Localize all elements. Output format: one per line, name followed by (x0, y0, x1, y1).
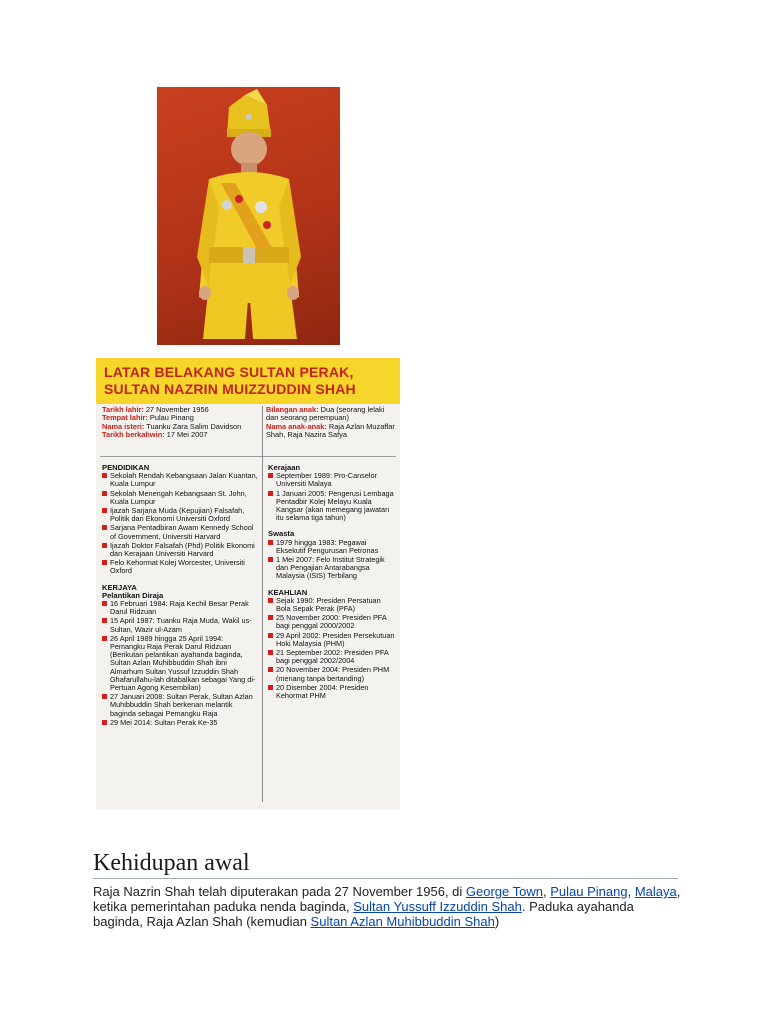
list-item: 15 April 1987: Tuanku Raja Muda, Wakil us-Sultan, Wazir ul-Azam (102, 617, 258, 633)
bio-left (102, 406, 260, 440)
list-item: 26 April 1989 hingga 25 April 1994: Pemangku Raja Perak Darul Ridzuan (Berikutan pelantikan ayahanda baginda, Sultan Azlan Muhibbuddin Shah ibni Almarhum Sultan Yussuf Izzuddin Shah Ghafarullahu-lah ditabalkan sebagai Yang di-Pertuan Agong Kesembilan) (102, 635, 258, 692)
bullet-icon (268, 598, 273, 603)
article-paragraph: Raja Nazrin Shah telah diputerakan pada 27 November 1956, di George Town, Pulau Pinang, Malaya, ketika pemerintahan paduka nenda baginda, Sultan Yussuff Izzuddin Shah. Paduka ayahanda baginda, Raja Azlan Shah (kemudian Sultan Azlan Muhibbuddin Shah) (93, 884, 681, 929)
list-item: Sejak 1990: Presiden Persatuan Bola Sepak Perak (PFA) (268, 597, 396, 613)
list-item: 21 September 2002: Presiden PFA bagi penggal 2002/2004 (268, 649, 396, 665)
link-george-town[interactable]: George Town (465, 884, 543, 899)
bullet-icon (102, 636, 107, 641)
subheading-pelantikan: Pelantikan Diraja (102, 590, 164, 600)
bullet-icon (102, 525, 107, 530)
list-item: 29 April 2002: Presiden Persekutuan Hoki Malaysia (PHM) (268, 632, 396, 648)
bullet-icon (268, 615, 273, 620)
bullet-icon (102, 694, 107, 699)
link-sultan-azlan[interactable]: Sultan Azlan Muhibbuddin Shah (310, 914, 495, 929)
list-item: 25 November 2000: Presiden PFA bagi penggal 2000/2002 (268, 614, 396, 630)
section-heading: Kehidupan awal (93, 850, 250, 876)
list-item: 20 November 2004: Presiden PHM (menang tanpa bertanding) (268, 666, 396, 682)
list-item: Ijazah Doktor Falsafah (Phd) Politik Ekonomi dan Kerajaan Universiti Harvard (102, 542, 258, 558)
list-item: 1979 hingga 1983: Pegawai Eksekutif Pengurusan Petronas (268, 539, 396, 555)
list-item: 20 Disember 2004: Presiden Kehormat PHM (268, 684, 396, 700)
portrait-photo (157, 87, 340, 345)
bullet-icon (268, 473, 273, 478)
bullet-icon (268, 633, 273, 638)
infographic-title (104, 364, 394, 398)
bullet-icon (102, 473, 107, 478)
bullet-icon (102, 720, 107, 725)
bio-row: Tempat lahir: Pulau Pinang (102, 413, 194, 423)
infographic-title-line1: LATAR BELAKANG SULTAN PERAK, (104, 364, 354, 380)
section-heading-pendidikan: PENDIDIKAN (102, 463, 150, 472)
list-item: 29 Mei 2014: Sultan Perak Ke-35 (102, 719, 258, 727)
bullet-icon (268, 557, 273, 562)
list-item: Ijazah Sarjana Muda (Kepujian) Falsafah, Politik dan Ekonomi Universiti Oxford (102, 507, 258, 523)
portrait-illustration (157, 87, 340, 345)
link-pulau-pinang[interactable]: Pulau Pinang (550, 884, 628, 899)
bio-right (266, 406, 396, 440)
bullet-icon (268, 685, 273, 690)
list-item: Sekolah Rendah Kebangsaan Jalan Kuantan, Kuala Lumpur (102, 472, 258, 488)
list-item: Felo Kehormat Kolej Worcester, Universiti Oxford (102, 559, 258, 575)
bio-row: Bilangan anak: Dua (seorang lelaki dan seorang perempuan) (266, 405, 385, 423)
bio-row: Tarikh lahir: 27 November 1956 (102, 405, 209, 414)
list-item: 16 Februari 1984: Raja Kechil Besar Perak Darul Ridzuan (102, 600, 258, 616)
section-heading-swasta: Swasta (268, 529, 295, 539)
bullet-icon (268, 650, 273, 655)
infographic-panel (96, 358, 400, 810)
bullet-icon (268, 540, 273, 545)
bullet-icon (102, 560, 107, 565)
list-item: Sarjana Pentadbiran Awam Kennedy School of Government, Universiti Harvard (102, 524, 258, 540)
bullet-icon (268, 491, 273, 496)
bio-row: Tarikh berkahwin: 17 Mei 2007 (102, 430, 208, 440)
bullet-icon (102, 601, 107, 606)
section-heading-kerjaya: KERJAYA (102, 582, 137, 592)
bullet-icon (268, 667, 273, 672)
bullet-icon (102, 508, 107, 513)
section-heading-kerajaan: Kerajaan (268, 463, 301, 472)
list-item: Sekolah Menengah Kebangsaan St. John, Kuala Lumpur (102, 490, 258, 506)
infographic-header (96, 358, 400, 404)
list-item: 27 Januari 2008: Sultan Perak, Sultan Azlan Muhibbuddin Shah berkenan melantik baginda sebagai Pemangku Raja (102, 693, 258, 718)
list-item: 1 Mei 2007: Felo Institut Strategik dan Pengajian Antarabangsa Malaysia (ISIS) Terbilang (268, 556, 396, 581)
section-heading-keahlian: KEAHLIAN (268, 587, 308, 597)
right-column (268, 462, 396, 701)
infographic-title-line2: SULTAN NAZRIN MUIZZUDDIN SHAH (104, 381, 356, 397)
link-sultan-yussuff[interactable]: Sultan Yussuff Izzuddin Shah (353, 899, 522, 914)
bio-row: Nama anak-anak: Raja Azlan Muzaffar Shah, Raja Nazira Safya (266, 421, 395, 440)
bullet-icon (102, 491, 107, 496)
list-item: September 1989: Pro-Canselor Universiti Malaya (268, 472, 396, 488)
heading-underline (93, 878, 678, 879)
bullet-icon (102, 618, 107, 623)
left-column (102, 462, 258, 728)
divider (100, 456, 396, 457)
column-divider (262, 406, 263, 802)
list-item: 1 Januari 2005: Pengerusi Lembaga Pentadbir Kolej Melayu Kuala Kangsar (akan memegang jawatan itu selama tiga tahun) (268, 490, 396, 523)
link-malaya[interactable]: Malaya (634, 884, 677, 899)
bio-row: Nama isteri: Tuanku Zara Salim Davidson (102, 421, 242, 431)
bullet-icon (102, 543, 107, 548)
